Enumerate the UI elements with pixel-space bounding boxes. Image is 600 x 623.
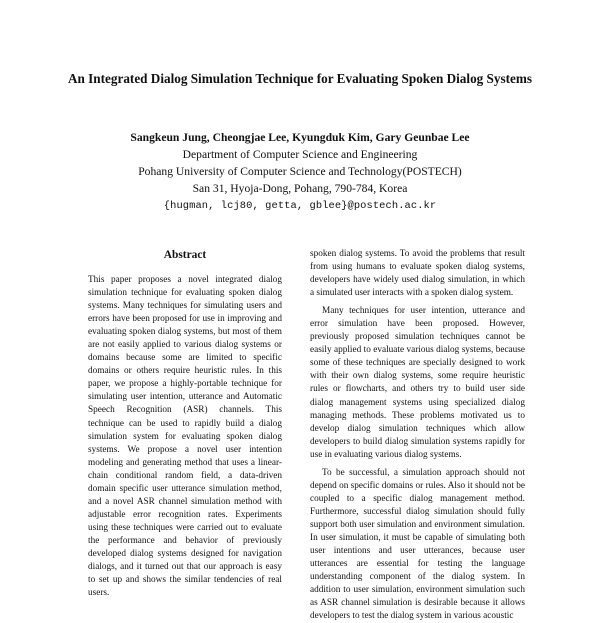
abstract-text: This paper proposes a novel integrated dialog simulation technique for evaluating spoken dialog systems. Many techniques for simulating users and errors have been proposed for use in improving and evaluating spoken dialog systems, but most of them are not easily applied to various dialog systems or domains because some are limited to specific domains or others require heuristic rules. In this paper, we propose a highly-portable technique for simulating user intention, utterance and Automatic Speech Recognition (ASR) channels. This technique can be used to rapidly build a dialog simulation system for evaluating spoken dialog systems. We propose a novel user intention modeling and generating method that uses a linear-chain conditional random field, a data-driven domain specific user utterance simulation method, and a novel ASR channel simulation method with adjustable error recognition rates. Experiments using these techniques were carried out to evaluate the performance and behavior of previously developed dialog systems designed for navigation dialogs, and it turned out that our approach is easy to set up and shows the similar tendencies of real users. <box>88 275 282 599</box>
body-column-right <box>310 248 525 623</box>
body-paragraph-2: Many techniques for user intention, utterance and error simulation have been proposed. However, previously proposed simulation techniques cannot be easily applied to evaluate various dialog systems, because some of these techniques are specially designed to work with their own dialog systems, some require heuristic rules or flowcharts, and others try to build user side dialog management systems using specialized dialog managing methods. These problems motivated us to develop dialog simulation techniques which allow developers to build dialog simulation systems rapidly for use in evaluating various dialog systems. <box>310 306 525 460</box>
author-list: Sangkeun Jung, Cheongjae Lee, Kyungduk Kim, Gary Geunbae Lee <box>130 131 470 144</box>
paper-title: An Integrated Dialog Simulation Technique for Evaluating Spoken Dialog Systems <box>68 71 532 86</box>
affiliation-university: Pohang University of Computer Science and Technology(POSTECH) <box>138 165 462 178</box>
abstract-column <box>88 274 282 600</box>
affiliation-department: Department of Computer Science and Engineering <box>182 148 418 161</box>
body-paragraph-3: To be successful, a simulation approach should not depend on specific domains or rules. Also it should not be coupled to a specific dialog management method. Furthermore, successful dialog simulation should fully support both user simulation and environment simulation. In user simulation, it must be capable of simulating both user intentions and user utterances, because user utterances are essential for testing the language understanding component of the dialog system. In addition to user simulation, environment simulation such as ASR channel simulation is desirable because it allows developers to test the dialog system in various acoustic <box>310 467 525 622</box>
abstract-heading: Abstract <box>163 249 207 261</box>
affiliation-address: San 31, Hyoja-Dong, Pohang, 790-784, Korea <box>192 182 408 195</box>
body-paragraph-1: spoken dialog systems. To avoid the problems that result from using humans to evaluate spoken dialog systems, developers have widely used dialog simulation, in which a simulated user interacts with a spoken dialog system. <box>310 249 525 299</box>
author-emails: {hugman, lcj80, getta, gblee}@postech.ac.kr <box>163 200 437 212</box>
